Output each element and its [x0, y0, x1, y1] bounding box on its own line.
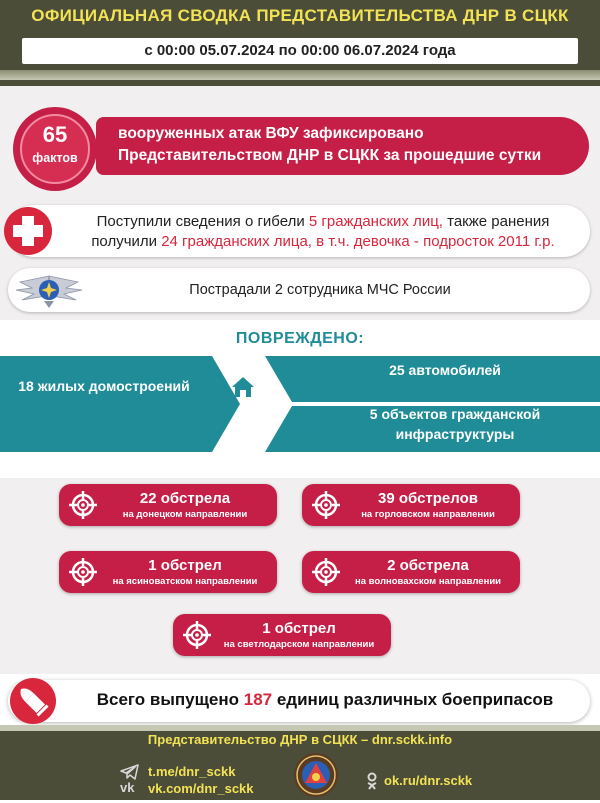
target-icon — [181, 619, 213, 651]
header-title: ОФИЦИАЛЬНАЯ СВОДКА ПРЕДСТАВИТЕЛЬСТВА ДНР В СЦКК — [31, 6, 569, 25]
period-bar: с 00:00 05.07.2024 по 00:00 06.07.2024 года — [22, 38, 578, 64]
attack-line-2: Представительством ДНР в СЦКК за прошедшие сутки — [118, 147, 542, 164]
target-icon — [67, 556, 99, 588]
casualty-line-2 — [60, 232, 586, 252]
shelling-item — [302, 484, 520, 526]
total-value: 187 — [243, 690, 273, 709]
shelling-direction: на светлодарском направлении — [223, 639, 375, 650]
medical-cross-icon — [4, 207, 52, 255]
mchs-emblem-icon — [12, 268, 86, 312]
shelling-item — [59, 484, 277, 526]
casualty-line-2-a: получили — [91, 233, 162, 250]
attack-line-1: вооруженных атак ВФУ зафиксировано — [118, 125, 424, 142]
total-prefix: Всего выпущено — [96, 690, 244, 709]
damaged-cars: 25 автомобилей — [389, 362, 501, 378]
attack-text — [118, 123, 578, 167]
shelling-count: 1 обстрел — [262, 620, 336, 637]
shelling-direction: на волновахском направлении — [355, 576, 501, 587]
wounded-count: 24 гражданских лица, в т.ч. девочка - подросток 2011 г.р. — [161, 233, 555, 250]
target-icon — [310, 489, 342, 521]
damaged-houses: 18 жилых домостроений — [18, 378, 190, 394]
damaged-title: ПОВРЕЖДЕНО: — [235, 330, 365, 347]
shelling-direction: на донецком направлении — [122, 509, 248, 520]
attack-unit: фактов — [32, 151, 78, 165]
damaged-infrastructure — [310, 404, 600, 444]
attack-count: 65 — [42, 122, 68, 147]
infra-line-2: инфраструктуры — [395, 426, 515, 442]
target-icon — [310, 556, 342, 588]
total-text — [60, 690, 590, 710]
shelling-count: 39 обстрелов — [378, 490, 478, 507]
shelling-count: 1 обстрел — [148, 557, 222, 574]
casualty-text — [60, 212, 586, 252]
header-stripe — [0, 70, 600, 80]
casualty-line-1-c: также ранения — [442, 213, 550, 230]
ammo-icon — [10, 678, 56, 724]
casualty-line-1-a: Поступили сведения о гибели — [96, 213, 309, 230]
telegram-link[interactable]: t.me/dnr_sckk — [148, 764, 236, 779]
shelling-count: 22 обстрела — [139, 490, 231, 507]
vk-link[interactable]: vk.com/dnr_sckk — [148, 781, 254, 796]
shelling-direction: на ясиноватском направлении — [112, 576, 258, 587]
house-icon — [228, 372, 258, 402]
footer-site: Представительство ДНР в СЦКК – dnr.sckk.info — [147, 732, 453, 747]
casualty-line-1 — [60, 212, 586, 232]
ok-icon — [366, 772, 378, 790]
ok-link[interactable]: ok.ru/dnr.sckk — [384, 773, 473, 788]
total-suffix: единиц различных боеприпасов — [272, 690, 554, 709]
shelling-item — [173, 614, 391, 656]
killed-count: 5 гражданских лиц, — [308, 213, 443, 230]
shelling-count: 2 обстрела — [387, 557, 469, 574]
sckk-logo — [293, 752, 339, 798]
mchs-text: Пострадали 2 сотрудника МЧС России — [189, 282, 451, 298]
shelling-item — [302, 551, 520, 593]
shelling-item — [59, 551, 277, 593]
vk-icon: vk — [120, 780, 135, 795]
infra-line-1: 5 объектов гражданской — [369, 406, 541, 422]
target-icon — [67, 489, 99, 521]
shelling-direction: на горловском направлении — [361, 509, 495, 520]
telegram-icon — [120, 764, 140, 780]
